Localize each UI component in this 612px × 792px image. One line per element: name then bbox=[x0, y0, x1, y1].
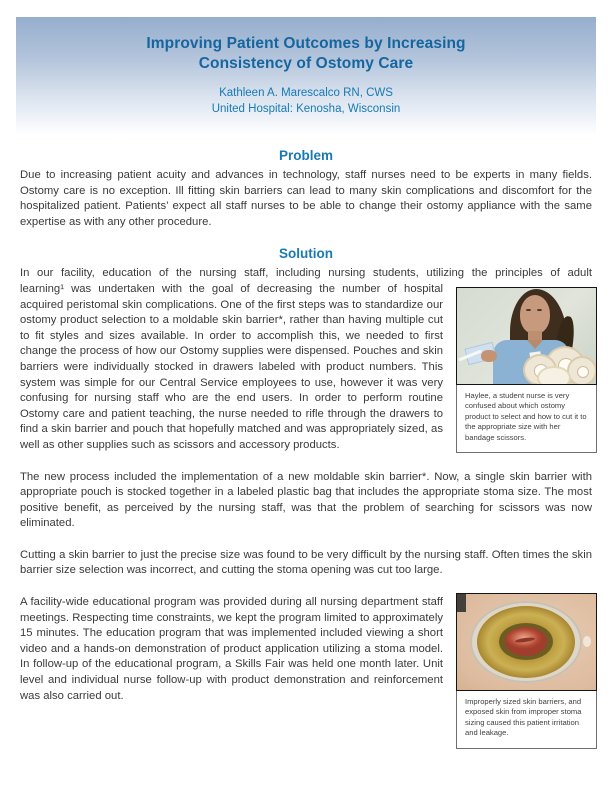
solution-paragraph1-body: learning¹ was undertaken with the goal of decreasing the number of hospital acquired peristomal skin complications. One of the first steps was to standardize our ostomy product selection to a moldable skin barrier*, rather than having multiple cut to fit styles and sizes available. In order to accomplish this, we needed to first change the process of how our Ostomy supplies were dispensed. Pouches and skin barriers were individually stocked in drawers labeled with product numbers. This system was simple for our Central Service employees to use, however it was very confusing for nursing staff who are the end users. In order to perform routine Ostomy care and patient teaching, the nurse needed to rifle through the drawers to find a skin barrier and pouch that hopefully matched and was appropriately sized, as well as other supplies such as scissors and accessory products. bbox=[20, 282, 443, 451]
poster-title bbox=[16, 34, 596, 74]
solution-paragraph1-body-wrap bbox=[20, 282, 592, 454]
author-name: Kathleen A. Marescalco RN, CWS bbox=[219, 87, 393, 99]
figure-student-nurse bbox=[456, 287, 597, 453]
content-area bbox=[20, 148, 592, 738]
photo-corner-shadow bbox=[457, 594, 466, 612]
photo-glare bbox=[583, 636, 591, 647]
figure2-caption: Improperly sized skin barriers, and exposed skin from improper stoma sizing caused this patient irritation and leakage. bbox=[456, 690, 597, 749]
ostomy-barrier-disc bbox=[567, 356, 597, 385]
figure-stoma bbox=[456, 593, 597, 749]
header-banner bbox=[16, 17, 596, 135]
solution-paragraph2: The new process included the implementation of a new moldable skin barrier*. Now, a single skin barrier with appropriate pouch is stocked together in a labeled plastic bag that includes the appropriate stoma size. The most positive benefit, as perceived by the nursing staff, was that the problem of searching for scissors was now eliminated. bbox=[20, 470, 592, 530]
byline bbox=[16, 85, 596, 117]
poster-title-line2: Consistency of Ostomy Care bbox=[198, 55, 414, 72]
nurse-face bbox=[520, 295, 550, 334]
problem-paragraph: Due to increasing patient acuity and advances in technology, staff nurses need to be experts in many fields. Ostomy care is no exception. Ill fitting skin barriers can lead to many skin complications and discomfort for the hospitalized patient. Patients’ expect all staff nurses to be able to change their ostomy appliance with the same expertise as with any other procedure. bbox=[20, 169, 592, 228]
problem-heading: Problem bbox=[278, 148, 333, 163]
solution-paragraph3: Cutting a skin barrier to just the precise size was found to be very difficult by the nursing staff. Often times the skin barrier size selection was incorrect, and cutting the stoma opening was cut too large. bbox=[20, 548, 592, 577]
disc-center bbox=[577, 366, 589, 378]
affiliation: United Hospital: Kenosha, Wisconsin bbox=[211, 103, 401, 115]
student-nurse-photo bbox=[456, 287, 597, 385]
stoma-photo bbox=[456, 593, 597, 691]
solution-heading: Solution bbox=[279, 246, 333, 262]
poster-page bbox=[0, 17, 612, 792]
solution-paragraph4-wrap bbox=[20, 595, 592, 738]
solution-paragraph1-intro: In our facility, education of the nursing staff, including nursing students, utilizing the principles of adult bbox=[20, 267, 592, 280]
nurse-eye-right bbox=[537, 309, 542, 311]
figure1-caption: Haylee, a student nurse is very confused about which ostomy product to select and how to cut it to the appropriate size with her bandage scissors. bbox=[456, 384, 597, 453]
solution-paragraph4-body: A facility-wide educational program was provided during all nursing department staff meetings. Respecting time constraints, we kept the program limited to approximately 15 minutes. The education program that was implemented included viewing a short video and a hands-on demonstration of product application utilizing a stoma model. In follow-up of the educational program, a Skills Fair was held one month later. Unit level and individual nurse follow-up with product demonstration and reinforcement was also carried out. bbox=[20, 596, 443, 702]
poster-title-line1: Improving Patient Outcomes by Increasing bbox=[146, 35, 466, 52]
nurse-eye-left bbox=[526, 309, 531, 311]
nurse-hand bbox=[481, 350, 497, 362]
ostomy-barrier-disc bbox=[537, 366, 571, 385]
